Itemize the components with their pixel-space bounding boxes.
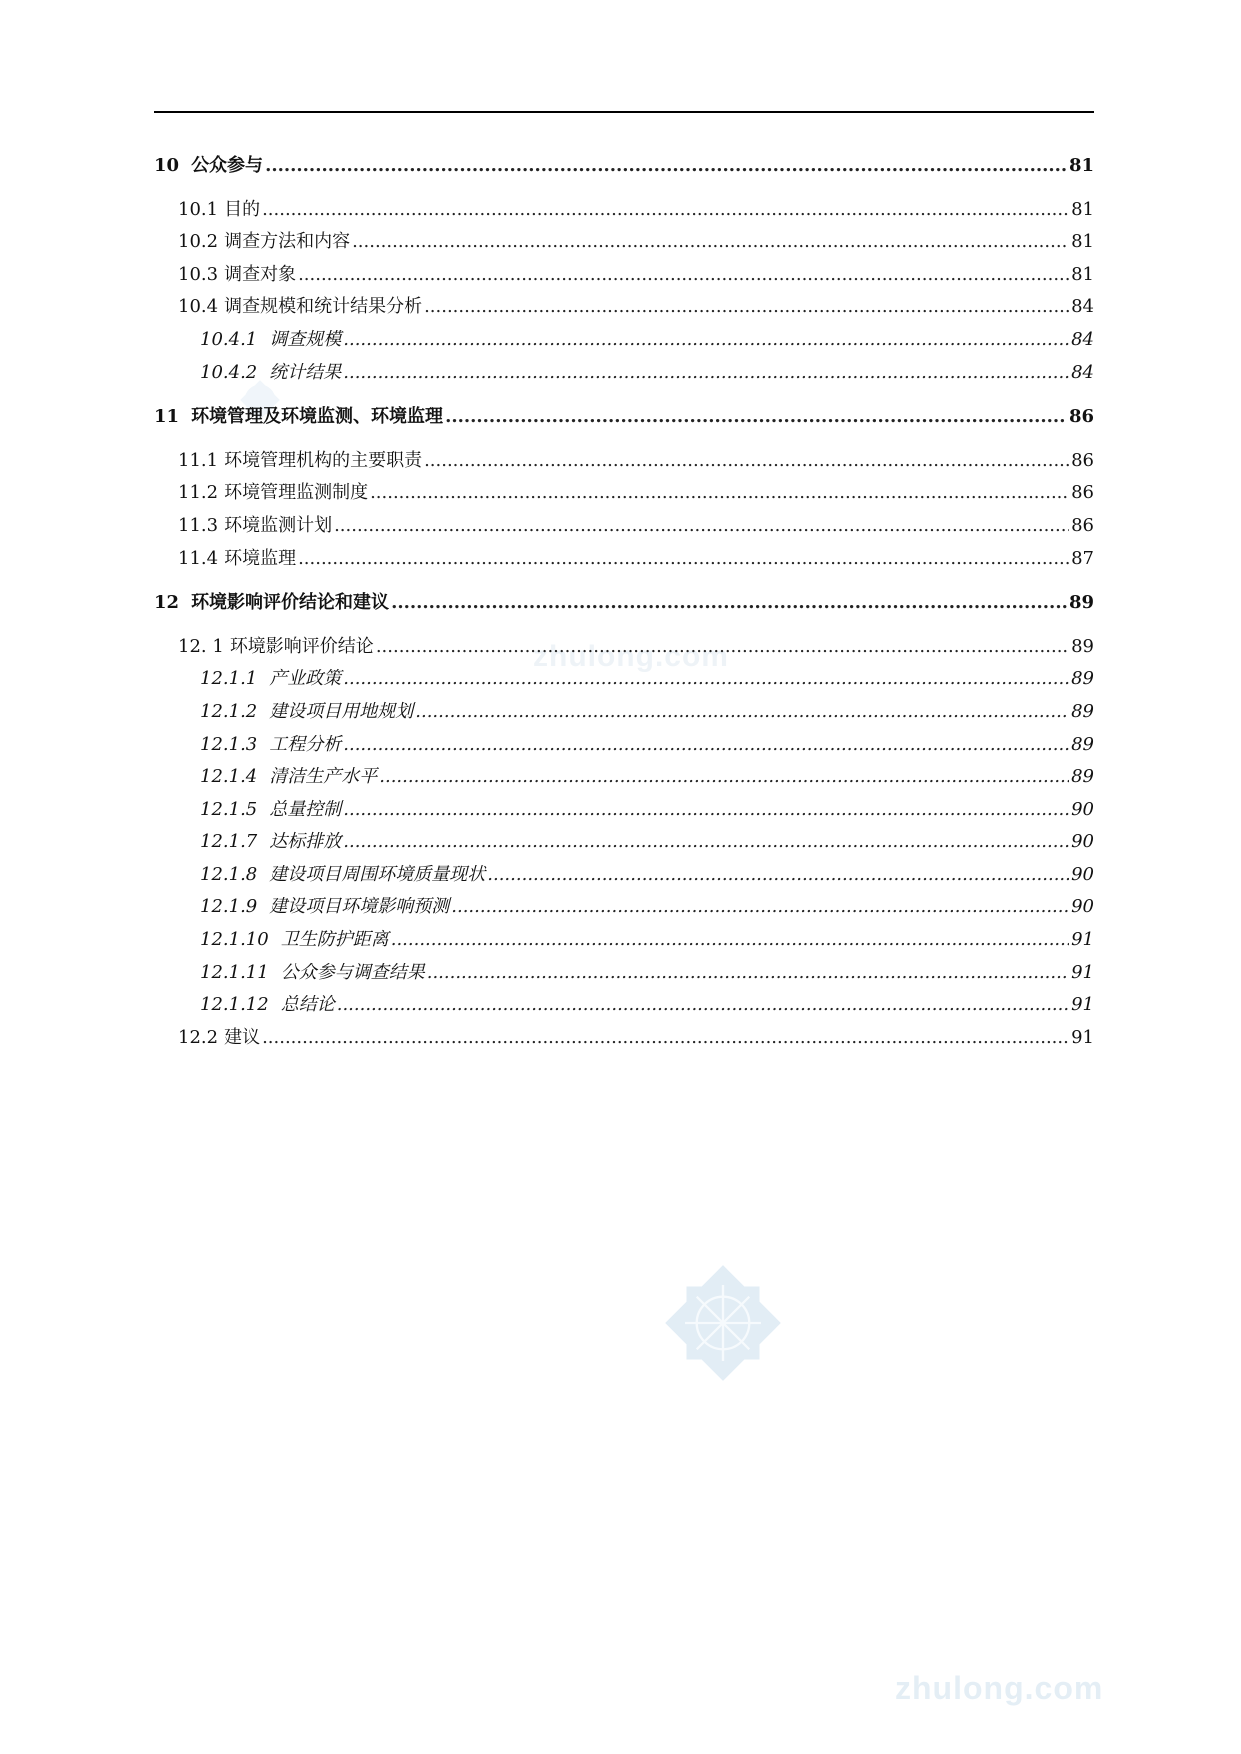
toc-entry[interactable]	[154, 924, 1094, 957]
toc-entry-page: 90	[1071, 831, 1094, 853]
toc-entry-title: 清洁生产水平	[269, 766, 378, 788]
toc-entry-title: 公众参与	[191, 155, 264, 176]
toc-entry-title: 调查规模和统计结果分析	[224, 296, 423, 318]
table-of-contents	[154, 150, 1094, 1054]
toc-entry-page: 89	[1071, 766, 1094, 788]
toc-entry-number: 12.1.3	[200, 733, 258, 755]
toc-entry-number: 12.1.4	[200, 766, 258, 788]
toc-entry-page: 81	[1071, 263, 1094, 285]
toc-entry-page: 91	[1071, 961, 1094, 983]
toc-entry-page: 87	[1071, 547, 1094, 569]
toc-entry-number: 11.2	[178, 482, 219, 504]
toc-entry-number: 10.4	[178, 296, 219, 318]
toc-dot-leader	[343, 729, 1069, 762]
toc-dot-leader	[415, 696, 1069, 729]
toc-entry-number: 10.1	[178, 198, 219, 220]
toc-dot-leader	[262, 1022, 1069, 1055]
toc-entry-page: 89	[1068, 592, 1094, 614]
toc-dot-leader	[487, 859, 1069, 892]
toc-entry[interactable]	[154, 357, 1094, 390]
toc-entry-title: 调查方法和内容	[224, 231, 351, 253]
toc-entry[interactable]	[154, 891, 1094, 924]
toc-entry-title: 建设项目周围环境质量现状	[269, 863, 486, 885]
toc-entry-number: 12.1.9	[200, 896, 258, 918]
toc-entry[interactable]	[154, 445, 1094, 478]
toc-entry-page: 90	[1071, 798, 1094, 820]
toc-entry-page: 91	[1071, 994, 1094, 1016]
toc-dot-leader	[262, 194, 1069, 227]
toc-entry-title: 工程分析	[269, 733, 342, 755]
toc-entry-title: 达标排放	[269, 831, 342, 853]
header-rule	[154, 111, 1094, 113]
toc-entry[interactable]	[154, 663, 1094, 696]
toc-entry-number: 11.4	[178, 547, 219, 569]
toc-entry-title: 环境管理机构的主要职责	[224, 449, 423, 471]
toc-entry-title: 总量控制	[269, 798, 342, 820]
toc-entry[interactable]	[154, 587, 1094, 620]
toc-entry-page: 86	[1071, 449, 1094, 471]
toc-entry[interactable]	[154, 510, 1094, 543]
toc-entry-number: 12.1.12	[200, 994, 269, 1016]
toc-entry-page: 81	[1071, 198, 1094, 220]
toc-dot-leader	[343, 324, 1069, 357]
toc-entry[interactable]	[154, 1022, 1094, 1055]
toc-entry-page: 86	[1071, 514, 1094, 536]
toc-entry-page: 91	[1071, 929, 1094, 951]
toc-entry[interactable]	[154, 401, 1094, 434]
toc-dot-leader	[391, 587, 1067, 620]
toc-dot-leader	[445, 401, 1067, 434]
toc-entry-page: 89	[1071, 635, 1094, 657]
toc-entry-title: 环境影响评价结论	[229, 635, 374, 657]
toc-entry-title: 建设项目环境影响预测	[269, 896, 450, 918]
toc-dot-leader	[343, 794, 1069, 827]
toc-dot-leader	[343, 826, 1069, 859]
toc-entry-title: 卫生防护距离	[280, 929, 389, 951]
toc-entry[interactable]	[154, 826, 1094, 859]
toc-entry-page: 90	[1071, 896, 1094, 918]
toc-entry-title: 调查规模	[269, 328, 342, 350]
toc-entry-title: 环境管理监测制度	[224, 482, 369, 504]
toc-entry[interactable]	[154, 477, 1094, 510]
toc-entry-number: 12.1.2	[200, 700, 258, 722]
toc-entry-page: 90	[1071, 863, 1094, 885]
toc-dot-leader	[298, 543, 1069, 576]
toc-entry[interactable]	[154, 226, 1094, 259]
toc-entry-title: 公众参与调查结果	[280, 961, 425, 983]
toc-entry-page: 86	[1071, 482, 1094, 504]
toc-entry-title: 环境监测计划	[224, 514, 333, 536]
toc-entry-title: 环境管理及环境监测、环境监理	[191, 406, 444, 428]
toc-dot-leader	[427, 957, 1069, 990]
watermark-logo-icon	[650, 1250, 796, 1396]
toc-entry-page: 81	[1068, 155, 1094, 176]
toc-entry-number: 12.2	[178, 1026, 219, 1048]
toc-entry-number: 10.2	[178, 231, 219, 253]
toc-dot-leader	[451, 891, 1069, 924]
toc-entry[interactable]	[154, 989, 1094, 1022]
toc-entry-title: 建设项目用地规划	[269, 700, 414, 722]
toc-dot-leader	[343, 663, 1069, 696]
toc-entry-page: 89	[1071, 668, 1094, 690]
toc-entry-page: 91	[1071, 1026, 1094, 1048]
toc-dot-leader	[370, 477, 1069, 510]
toc-dot-leader	[298, 259, 1069, 292]
toc-entry-number: 12.1.11	[200, 961, 269, 983]
toc-entry-title: 总结论	[280, 994, 335, 1016]
toc-entry-page: 89	[1071, 700, 1094, 722]
toc-dot-leader	[424, 445, 1069, 478]
toc-entry[interactable]	[154, 957, 1094, 990]
toc-entry[interactable]	[154, 696, 1094, 729]
toc-entry-number: 10.4.1	[200, 328, 258, 350]
toc-dot-leader	[391, 924, 1069, 957]
toc-entry-page: 86	[1068, 406, 1094, 428]
toc-dot-leader	[379, 761, 1069, 794]
toc-dot-leader	[343, 357, 1069, 390]
toc-dot-leader	[265, 150, 1067, 183]
watermark-text-middle: zhulong.com	[533, 640, 729, 673]
toc-entry-number: 10.4.2	[200, 361, 258, 383]
toc-entry-number: 12. 1	[178, 635, 224, 657]
toc-entry-title: 目的	[224, 198, 261, 220]
toc-entry-title: 环境影响评价结论和建议	[191, 592, 390, 614]
toc-entry-page: 84	[1071, 361, 1094, 383]
toc-entry-title: 统计结果	[269, 361, 342, 383]
toc-entry[interactable]	[154, 291, 1094, 324]
toc-entry[interactable]	[154, 859, 1094, 892]
toc-entry-number: 10.3	[178, 263, 219, 285]
toc-entry[interactable]	[154, 543, 1094, 576]
toc-entry[interactable]	[154, 631, 1094, 664]
toc-entry-number: 11.3	[178, 514, 219, 536]
toc-entry-number: 12.1.1	[200, 668, 258, 690]
toc-entry[interactable]	[154, 761, 1094, 794]
toc-entry[interactable]	[154, 194, 1094, 227]
toc-entry-number: 12.1.7	[200, 831, 258, 853]
toc-entry-number: 12.1.5	[200, 798, 258, 820]
toc-entry-page: 84	[1071, 296, 1094, 318]
toc-entry-number: 10	[154, 155, 180, 176]
watermark-text-bottom: zhulong.com	[895, 1670, 1104, 1706]
toc-entry-number: 12.1.10	[200, 929, 269, 951]
toc-entry[interactable]	[154, 150, 1094, 183]
toc-entry-title: 环境监理	[224, 547, 297, 569]
toc-entry-page: 81	[1071, 231, 1094, 253]
toc-dot-leader	[376, 631, 1069, 664]
toc-entry[interactable]	[154, 259, 1094, 292]
toc-entry[interactable]	[154, 794, 1094, 827]
toc-entry-title: 调查对象	[224, 263, 297, 285]
toc-dot-leader	[424, 291, 1069, 324]
toc-entry-title: 建议	[224, 1026, 261, 1048]
toc-entry-number: 12.1.8	[200, 863, 258, 885]
toc-dot-leader	[352, 226, 1069, 259]
toc-dot-leader	[334, 510, 1069, 543]
toc-entry-title: 产业政策	[269, 668, 342, 690]
toc-entry[interactable]	[154, 729, 1094, 762]
toc-entry-number: 11	[154, 406, 180, 428]
toc-entry-number: 12	[154, 592, 180, 614]
toc-dot-leader	[337, 989, 1069, 1022]
toc-entry-page: 89	[1071, 733, 1094, 755]
toc-entry[interactable]	[154, 324, 1094, 357]
toc-entry-number: 11.1	[178, 449, 219, 471]
toc-entry-page: 84	[1071, 328, 1094, 350]
